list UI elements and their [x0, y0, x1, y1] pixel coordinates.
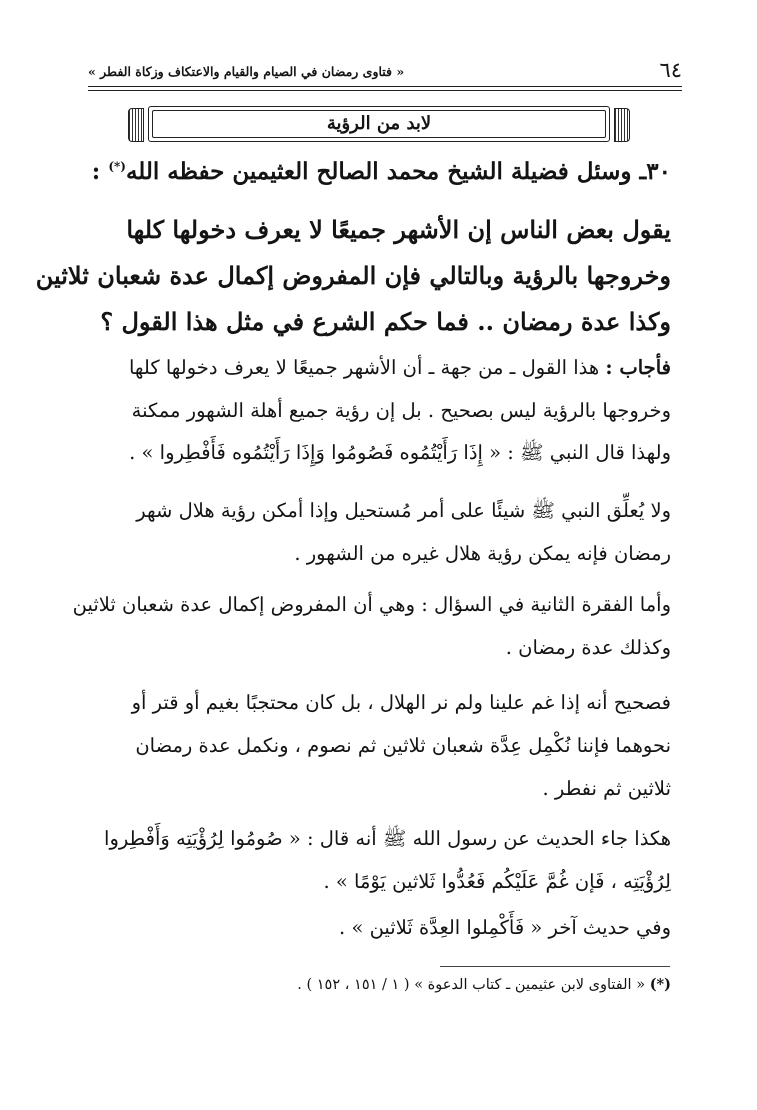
- question-heading-text: ٣٠ـ وسئل فضيلة الشيخ محمد الصالح العثيمين حفظه الله: [125, 158, 671, 185]
- book-title: « فتاوى رمضان في الصيام والقيام والاعتكاف وزكاة الفطر »: [88, 64, 405, 79]
- paragraph-line: لِرُؤْيَتِه ، فَإن غُمَّ عَلَيْكُم فَعُدُّوا ثَلاثين يَوْمًا » .: [323, 870, 671, 893]
- paragraph-line: هكذا جاء الحديث عن رسول الله ﷺ أنه قال : « صُومُوا لِرُؤْيَتِه وَأَفْطِروا: [104, 827, 671, 850]
- footnote: [297, 976, 671, 993]
- question-line: يقول بعض الناس إن الأشهر جميعًا لا يعرف دخولها كلها: [126, 215, 671, 244]
- answer-label: فأجاب :: [605, 356, 671, 379]
- question-line: وكذا عدة رمضان .. فما حكم الشرع في مثل هذا القول ؟: [100, 307, 671, 336]
- title-ornament-right: [614, 108, 630, 142]
- section-title-box: [148, 106, 610, 142]
- section-title: لابد من الرؤية: [326, 113, 432, 134]
- section-title-frame: [128, 106, 630, 142]
- answer-line: ولهذا قال النبي ﷺ : « إِذَا رَأَيْتُمُوه فَصُومُوا وَإِذَا رَأَيْتُمُوه فَأَفْطِروا » .: [129, 441, 671, 464]
- paragraph-line: وأما الفقرة الثانية في السؤال : وهي أن المفروض إكمال عدة شعبان ثلاثين: [72, 593, 671, 616]
- header-rule-inner: [88, 90, 682, 91]
- paragraph-line: فصحيح أنه إذا غم علينا ولم نر الهلال ، بل كان محتجبًا بغيم أو قتر أو: [131, 691, 671, 714]
- question-colon: :: [91, 158, 101, 185]
- page-number: ٦٤: [659, 58, 682, 82]
- paragraph-line: نحوهما فإننا نُكْمِل عِدَّة شعبان ثلاثين ثم نصوم ، ونكمل عدة رمضان: [135, 734, 671, 757]
- paragraph-line: وكذلك عدة رمضان .: [505, 636, 671, 659]
- header-rule: [88, 86, 682, 87]
- footnote-text: « الفتاوى لابن عثيمين ـ كتاب الدعوة » ( ١ / ١٥١ ، ١٥٢ ) .: [297, 977, 646, 993]
- footnote-ref: (*): [108, 159, 126, 174]
- paragraph-line: وفي حديث آخر « فَأَكْمِلوا العِدَّة ثَلاثين » .: [339, 916, 671, 939]
- question-line: وخروجها بالرؤية وبالتالي فإن المفروض إكمال عدة شعبان ثلاثين: [35, 261, 671, 290]
- paragraph-line: ثلاثين ثم نفطر .: [542, 777, 671, 800]
- answer-text: هذا القول ـ من جهة ـ أن الأشهر جميعًا لا يعرف دخولها كلها: [128, 356, 600, 379]
- paragraph-line: رمضان فإنه يمكن رؤية هلال غيره من الشهور .: [294, 542, 671, 565]
- running-header: [88, 54, 682, 88]
- question-heading: [92, 158, 671, 185]
- paragraph-line: ولا يُعلِّق النبي ﷺ شيئًا على أمر مُستحيل وإذا أمكن رؤية هلال شهر: [136, 499, 671, 522]
- title-ornament-left: [128, 108, 144, 142]
- footnote-marker: (*): [649, 976, 671, 993]
- answer-line: [129, 356, 671, 379]
- footnote-rule: [440, 966, 670, 967]
- answer-line: وخروجها بالرؤية ليس بصحيح . بل إن رؤية جميع أهلة الشهور ممكنة: [131, 399, 671, 422]
